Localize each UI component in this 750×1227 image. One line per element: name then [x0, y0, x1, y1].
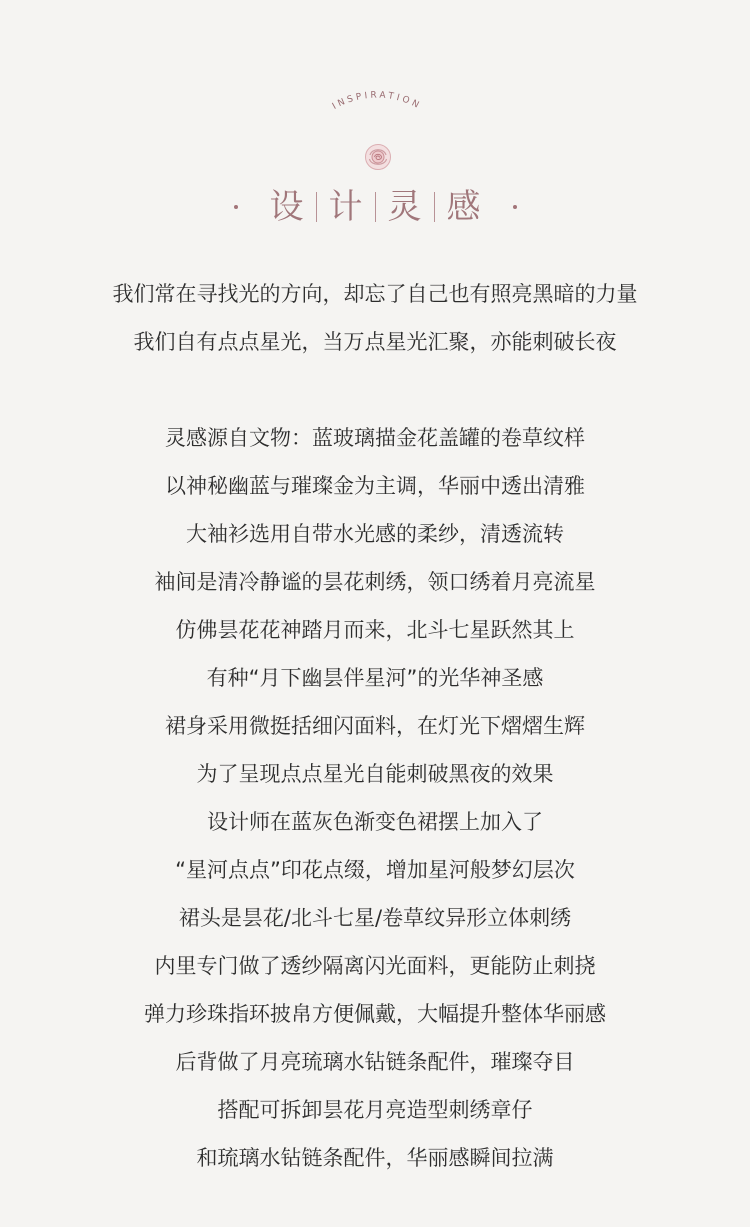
body-line: 弹力珍珠指环披帛方便佩戴，大幅提升整体华丽感 — [144, 1002, 606, 1026]
rose-icon — [364, 143, 392, 171]
body-line: 搭配可拆卸昙花月亮造型刺绣章仔 — [217, 1098, 533, 1122]
body-line: 大袖衫选用自带水光感的柔纱，清透流转 — [186, 522, 564, 546]
section-title — [0, 184, 750, 230]
intro-line: 我们自有点点星光，当万点星光汇聚，亦能刺破长夜 — [133, 330, 617, 354]
body-line: 裙头是昙花/北斗七星/卷草纹异形立体刺绣 — [178, 906, 572, 930]
right-dot-ornament — [513, 205, 517, 209]
body-line: 仿佛昙花花神踏月而来，北斗七星跃然其上 — [175, 618, 575, 642]
eyebrow-text: INSPIRATION — [330, 90, 423, 112]
body-line: 后背做了月亮琉璃水钻链条配件，璀璨夺目 — [175, 1050, 575, 1074]
body-line: “星河点点”印花点缀，增加星河般梦幻层次 — [175, 858, 575, 882]
title-char: 感 — [446, 187, 481, 227]
intro-line: 我们常在寻找光的方向，却忘了自己也有照亮黑暗的力量 — [112, 282, 638, 306]
body-line: 和琉璃水钻链条配件，华丽感瞬间拉满 — [196, 1146, 554, 1170]
body-line: 设计师在蓝灰色渐变色裙摆上加入了 — [207, 810, 543, 834]
body-line: 灵感源自文物：蓝玻璃描金花盖罐的卷草纹样 — [165, 426, 585, 450]
title-char: 设 — [269, 187, 304, 227]
body-line: 为了呈现点点星光自能刺破黑夜的效果 — [196, 762, 554, 786]
body-line: 内里专门做了透纱隔离闪光面料，更能防止刺挠 — [154, 954, 596, 978]
left-dot-ornament — [234, 205, 238, 209]
title-char: 计 — [328, 187, 363, 227]
body-line: 袖间是清冷静谧的昙花刺绣，领口绣着月亮流星 — [154, 570, 596, 594]
body-line: 以神秘幽蓝与璀璨金为主调，华丽中透出清雅 — [165, 474, 585, 498]
body-line: 有种“月下幽昙伴星河”的光华神圣感 — [206, 666, 544, 690]
title-char: 灵 — [387, 187, 422, 227]
body-line: 裙身采用微挺括细闪面料，在灯光下熠熠生辉 — [165, 714, 585, 738]
